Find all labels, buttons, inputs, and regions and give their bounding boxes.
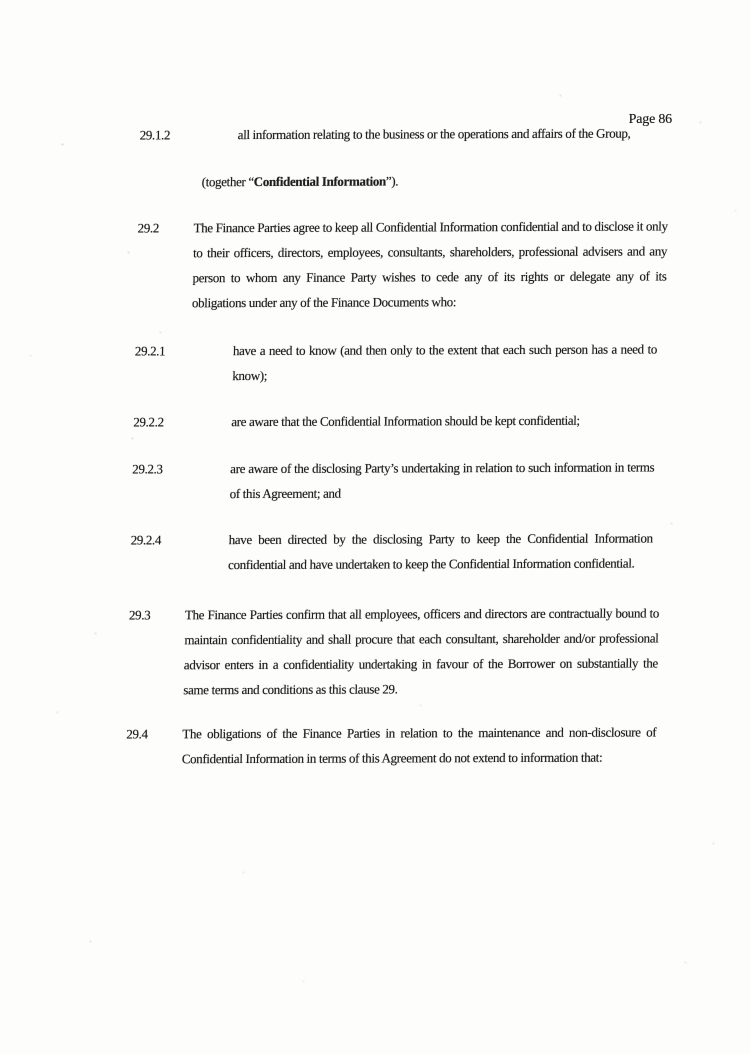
clause-number: 29.2.4 <box>130 532 162 548</box>
clause-29-4 <box>0 719 737 772</box>
clause-number: 29.2.3 <box>132 461 163 477</box>
clause-number: 29.2.1 <box>134 343 166 359</box>
clause-29-2 <box>0 213 748 316</box>
clause-text: The Finance Parties agree to keep all Confidential Information confidential and to disclose it only to their officers, directors, employees, consultants, shareholders, professional advisers and any person to whom any Finance Party wishes to cede any of its rights or delegate any of its obligations under any of the Finance Documents who: <box>191 218 668 311</box>
clause-text: all information relating to the business or the operations and affairs of the Group, <box>237 125 631 143</box>
clause-29-3 <box>0 600 739 703</box>
defined-term: Confidential Information <box>253 173 387 190</box>
clause-number: 29.1.2 <box>139 127 171 143</box>
clause-number: 29.4 <box>126 726 148 742</box>
definition-prefix: (together “ <box>201 174 254 190</box>
definition-suffix: ”). <box>385 173 399 189</box>
clause-text: have been directed by the disclosing Party to keep the Confidential Information confidential and have undertaken to keep the Confidential Information confidential. <box>227 530 653 573</box>
clause-text: The obligations of the Finance Parties in relation to the maintenance and non-disclosure of Confidential Information in terms of this Agreement do not extend to information that: <box>181 724 657 767</box>
scan-noise <box>0 0 1 1</box>
clause-text: are aware of the disclosing Party’s undertaking in relation to such information in terms of this Agreement; and <box>229 459 655 502</box>
together-definition-line <box>0 167 749 195</box>
clause-number: 29.3 <box>128 607 151 623</box>
document-body <box>0 120 750 772</box>
clause-number: 29.2 <box>137 220 160 236</box>
clause-29-1-2 <box>0 120 750 148</box>
clause-number: 29.2.2 <box>133 414 164 430</box>
clause-29-2-3 <box>0 454 743 507</box>
clause-29-2-1 <box>0 336 745 389</box>
clause-29-2-4 <box>0 525 741 578</box>
clause-text: are aware that the Confidential Information should be kept confidential; <box>231 412 580 430</box>
clause-29-2-2 <box>0 407 744 435</box>
clause-text <box>201 167 682 194</box>
clause-text: have a need to know (and then only to the extent that each such person has a need to know); <box>232 341 658 384</box>
page-number: Page 86 <box>628 112 672 127</box>
clause-text: The Finance Parties confirm that all employees, officers and directors are contractually bound to maintain confidentiality and shall procure that each consultant, shareholder and/or professional advisor enters in a confidentiality undertaking in favour of the Borrower on substantially the same terms and conditions as this clause 29. <box>183 605 660 698</box>
